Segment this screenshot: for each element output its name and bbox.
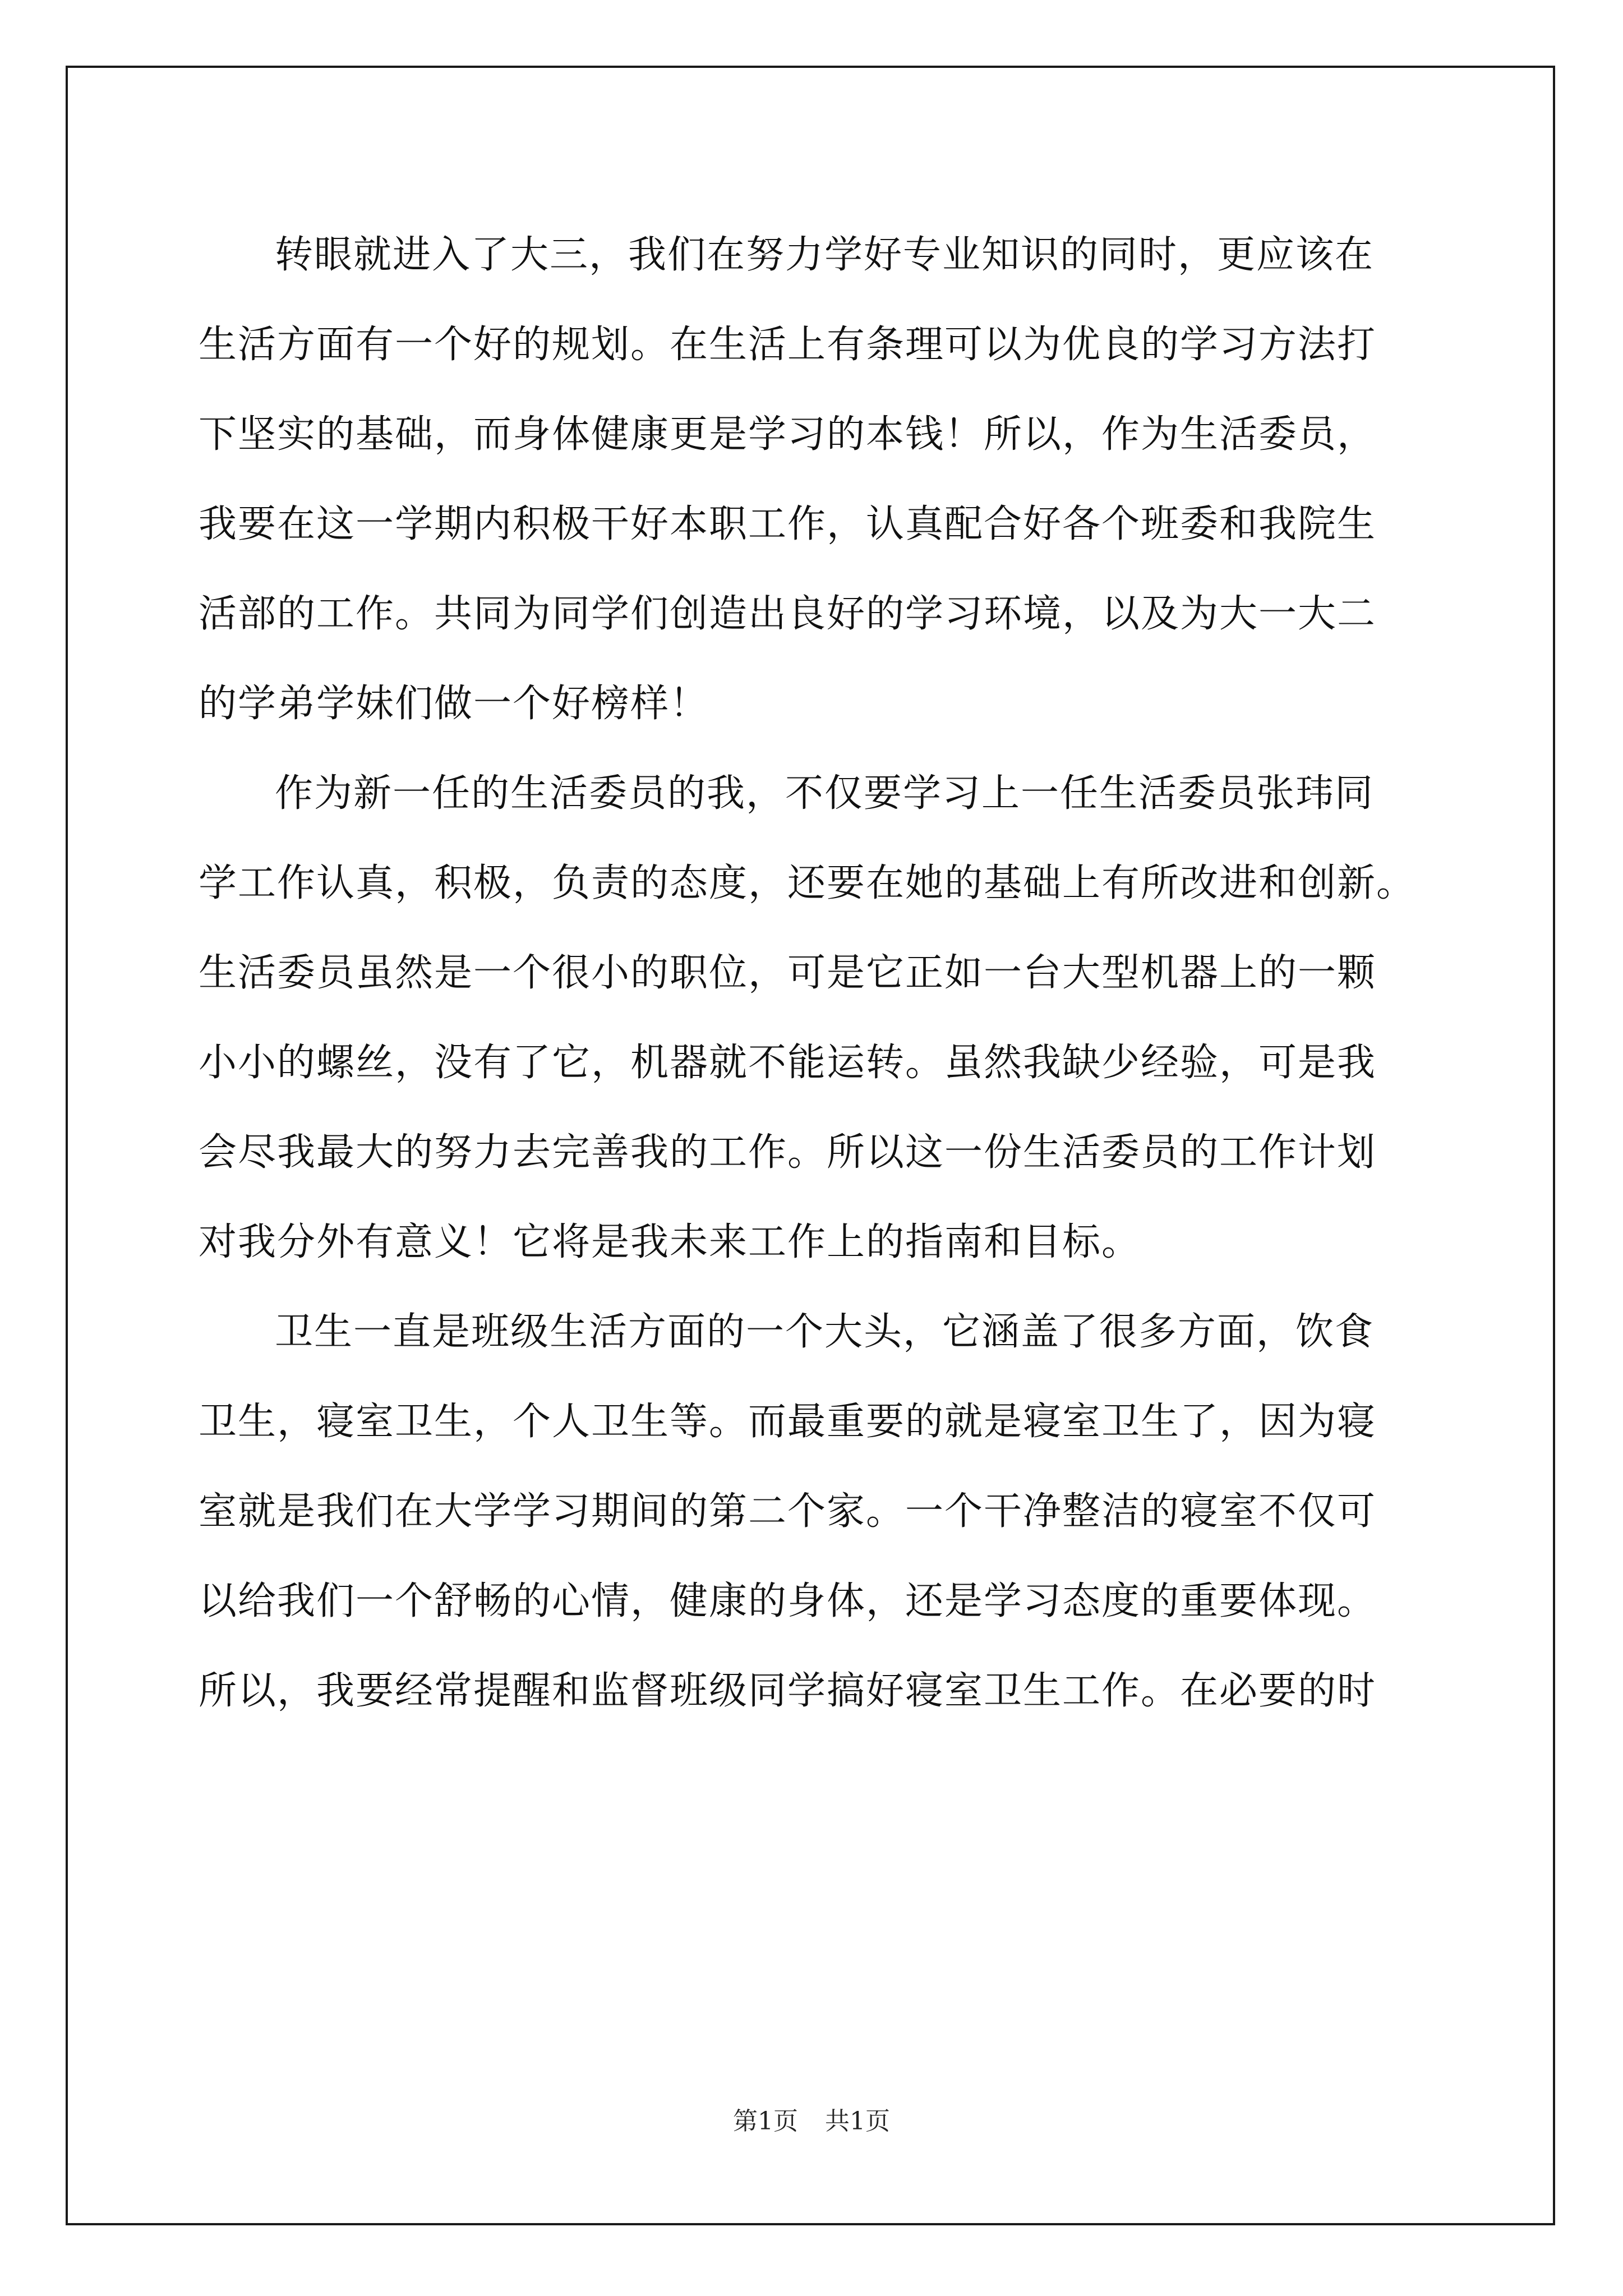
document-body	[199, 210, 1423, 1736]
paragraph-line: 转眼就进入了大三，我们在努力学好专业知识的同时，更应该在	[275, 233, 1375, 277]
paragraph-line: 室就是我们在大学学习期间的第二个家。一个干净整洁的寝室不仅可	[199, 1489, 1377, 1534]
paragraph-line: 我要在这一学期内积极干好本职工作，认真配合好各个班委和我院生	[199, 502, 1377, 546]
paragraph-line: 学工作认真，积极，负责的态度，还要在她的基础上有所改进和创新。	[199, 861, 1416, 905]
paragraph-line: 以给我们一个舒畅的心情，健康的身体，还是学习态度的重要体现。	[199, 1579, 1377, 1623]
paragraph-line: 活部的工作。共同为同学们创造出良好的学习环境，以及为大一大二	[199, 592, 1377, 636]
paragraph-line: 对我分外有意义！它将是我未来工作上的指南和目标。	[199, 1220, 1141, 1264]
page-footer	[0, 2101, 1623, 2137]
page-total: 共1页	[825, 2107, 890, 2136]
paragraph-line: 作为新一任的生活委员的我，不仅要学习上一任生活委员张玮同	[275, 771, 1375, 816]
paragraph-line: 生活委员虽然是一个很小的职位，可是它正如一台大型机器上的一颗	[199, 951, 1377, 995]
paragraph-line: 下坚实的基础，而身体健康更是学习的本钱！所以，作为生活委员，	[199, 412, 1377, 457]
paragraph-line: 小小的螺丝，没有了它，机器就不能运转。虽然我缺少经验，可是我	[199, 1041, 1377, 1085]
paragraph-line: 的学弟学妹们做一个好榜样！	[199, 682, 709, 726]
paragraph-line: 所以，我要经常提醒和监督班级同学搞好寝室卫生工作。在必要的时	[199, 1669, 1377, 1713]
paragraph-line: 生活方面有一个好的规划。在生活上有条理可以为优良的学习方法打	[199, 323, 1377, 367]
paragraph-line: 卫生，寝室卫生，个人卫生等。而最重要的就是寝室卫生了，因为寝	[199, 1400, 1377, 1444]
page-number: 第1页	[733, 2107, 798, 2136]
paragraph-line: 卫生一直是班级生活方面的一个大头，它涵盖了很多方面，饮食	[275, 1310, 1375, 1354]
paragraph-line: 会尽我最大的努力去完善我的工作。所以这一份生活委员的工作计划	[199, 1130, 1377, 1175]
